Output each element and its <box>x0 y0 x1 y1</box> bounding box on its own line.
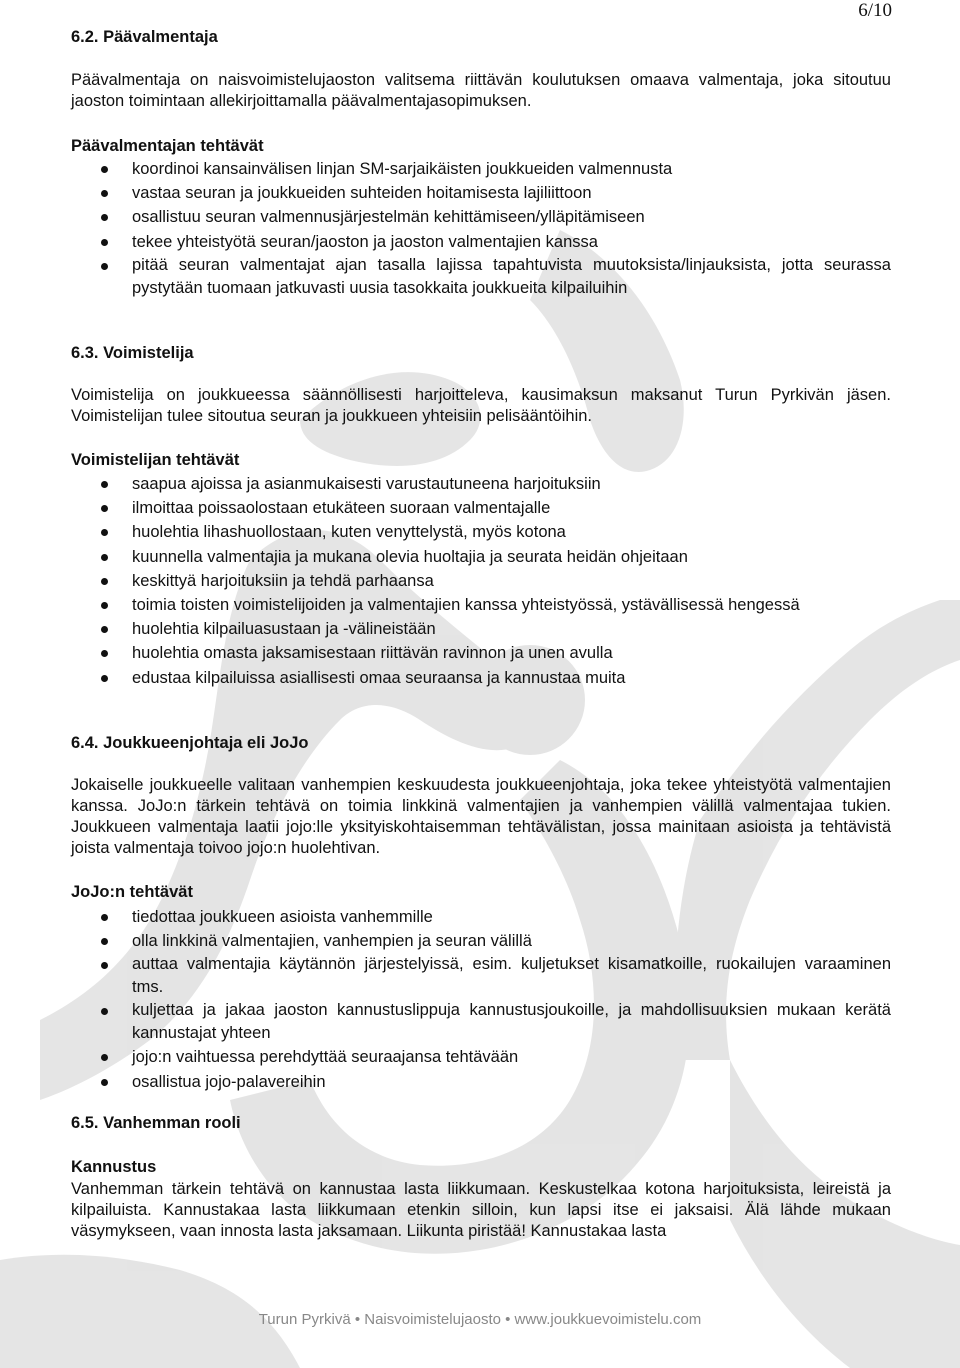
list-item: auttaa valmentajia käytännön järjestelyissä, esim. kuljetukset kisamatkoille, ruokailujen varaaminen tms. <box>71 953 891 999</box>
section-intro-6-3: Voimistelija on joukkueessa säännöllisesti harjoitteleva, kausimaksun maksanut Turun Pyrkivän jäsen. Voimistelijan tulee sitoutua seuran ja joukkueen yhteisiin pelisääntöihin. <box>71 386 891 425</box>
bullet-icon <box>101 190 108 197</box>
bullet-icon <box>101 239 108 246</box>
bullet-icon <box>101 626 108 633</box>
list-item: edustaa kilpailuissa asiallisesti omaa seuraansa ja kannustaa muita <box>71 666 891 690</box>
list-item: jojo:n vaihtuessa perehdyttää seuraajansa tehtävään <box>71 1045 891 1069</box>
section-heading-6-3: 6.3. Voimistelija <box>71 344 194 362</box>
task-list-6-4 <box>71 905 891 1094</box>
section-text-6-5: Vanhemman tärkein tehtävä on kannustaa lasta liikkumaan. Keskustelkaa kotona harjoituksista, leireistä ja kilpailuista. Kannustakaa lasta liikkumaan etenkin silloin, kun lapsi itse ei jaksaisi. Älä lähde mukaan väsymykseen, vaan innosta lasta jaksamaan. Liikunta piristää! Kannustakaa lasta <box>71 1180 891 1240</box>
list-item: tiedottaa joukkueen asioista vanhemmille <box>71 905 891 929</box>
list-item: osallistua jojo-palavereihin <box>71 1070 891 1094</box>
bullet-icon <box>101 1054 108 1061</box>
bullet-icon <box>101 529 108 536</box>
list-item: pitää seuran valmentajat ajan tasalla lajissa tapahtuvista muutoksista/linjauksista, jotta seurassa pystytään tuomaan jatkuvasti uusia tasokkaita joukkueita kilpailuihin <box>71 254 891 300</box>
page-number: 6/10 <box>858 0 892 21</box>
list-item: kuunnella valmentajia ja mukana olevia huoltajia ja seurata heidän ohjeitaan <box>71 545 891 569</box>
bullet-icon <box>101 1079 108 1086</box>
bullet-icon <box>101 578 108 585</box>
bullet-icon <box>101 602 108 609</box>
bullet-icon <box>101 263 108 270</box>
bullet-icon <box>101 166 108 173</box>
list-item: saapua ajoissa ja asianmukaisesti varustautuneena harjoituksiin <box>71 472 891 496</box>
list-item: vastaa seuran ja joukkueiden suhteiden hoitamisesta lajiliittoon <box>71 181 891 205</box>
list-item: huolehtia lihashuollostaan, kuten venyttelystä, myös kotona <box>71 520 891 544</box>
section-heading-6-4: 6.4. Joukkueenjohtaja eli JoJo <box>71 734 309 752</box>
task-list-6-3 <box>71 472 891 690</box>
bullet-icon <box>101 962 108 969</box>
list-item: osallistuu seuran valmennusjärjestelmän kehittämiseen/ylläpitämiseen <box>71 205 891 229</box>
list-item: toimia toisten voimistelijoiden ja valmentajien kanssa yhteistyössä, ystävällisessä hengessä <box>71 593 891 617</box>
page-footer: Turun Pyrkivä • Naisvoimistelujaosto • www.joukkuevoimistelu.com <box>258 1311 702 1328</box>
list-item: tekee yhteistyötä seuran/jaoston ja jaoston valmentajien kanssa <box>71 230 891 254</box>
bullet-icon <box>101 554 108 561</box>
bullet-icon <box>101 938 108 945</box>
bullet-icon <box>101 1008 108 1015</box>
section-intro-6-4: Jokaiselle joukkueelle valitaan vanhempien keskuudesta joukkueenjohtaja, joka tekee yhteistyötä valmentajien kanssa. JoJo:n tärkein tehtävä on toimia linkkinä valmentajien ja vanhempien välillä valmentajaa tukien. Joukkueen valmentaja laatii jojo:lle yksityiskohtaisemman tehtävälistan, jossa mainitaan asioista ja tehtävistä joista valmentaja toivoo jojo:n huolehtivan. <box>71 776 891 857</box>
bullet-icon <box>101 650 108 657</box>
sub-heading-kannustus: Kannustus <box>71 1158 157 1176</box>
bullet-icon <box>101 505 108 512</box>
tasks-heading-6-3: Voimistelijan tehtävät <box>71 451 240 469</box>
bullet-icon <box>101 214 108 221</box>
section-intro-6-2: Päävalmentaja on naisvoimistelujaoston valitsema riittävän koulutuksen omaava valmentaja, joka sitoutuu jaoston toimintaan allekirjoittamalla päävalmentajasopimuksen. <box>71 71 891 110</box>
bullet-icon <box>101 675 108 682</box>
bullet-icon <box>101 914 108 921</box>
task-list-6-2 <box>71 157 891 300</box>
bullet-icon <box>101 481 108 488</box>
list-item: huolehtia omasta jaksamisestaan riittävän ravinnon ja unen avulla <box>71 641 891 665</box>
list-item: keskittyä harjoituksiin ja tehdä parhaansa <box>71 569 891 593</box>
tasks-heading-6-4: JoJo:n tehtävät <box>71 883 193 901</box>
list-item: olla linkkinä valmentajien, vanhempien ja seuran välillä <box>71 929 891 953</box>
tasks-heading-6-2: Päävalmentajan tehtävät <box>71 137 264 155</box>
list-item: ilmoittaa poissaolostaan etukäteen suoraan valmentajalle <box>71 496 891 520</box>
list-item: koordinoi kansainvälisen linjan SM-sarjaikäisten joukkueiden valmennusta <box>71 157 891 181</box>
section-heading-6-2: 6.2. Päävalmentaja <box>71 28 218 46</box>
section-heading-6-5: 6.5. Vanhemman rooli <box>71 1114 241 1132</box>
list-item: kuljettaa ja jakaa jaoston kannustuslippuja kannustusjoukoille, ja mahdollisuuksien mukaan kerätä kannustajat yhteen <box>71 999 891 1045</box>
list-item: huolehtia kilpailuasustaan ja -välineistään <box>71 617 891 641</box>
